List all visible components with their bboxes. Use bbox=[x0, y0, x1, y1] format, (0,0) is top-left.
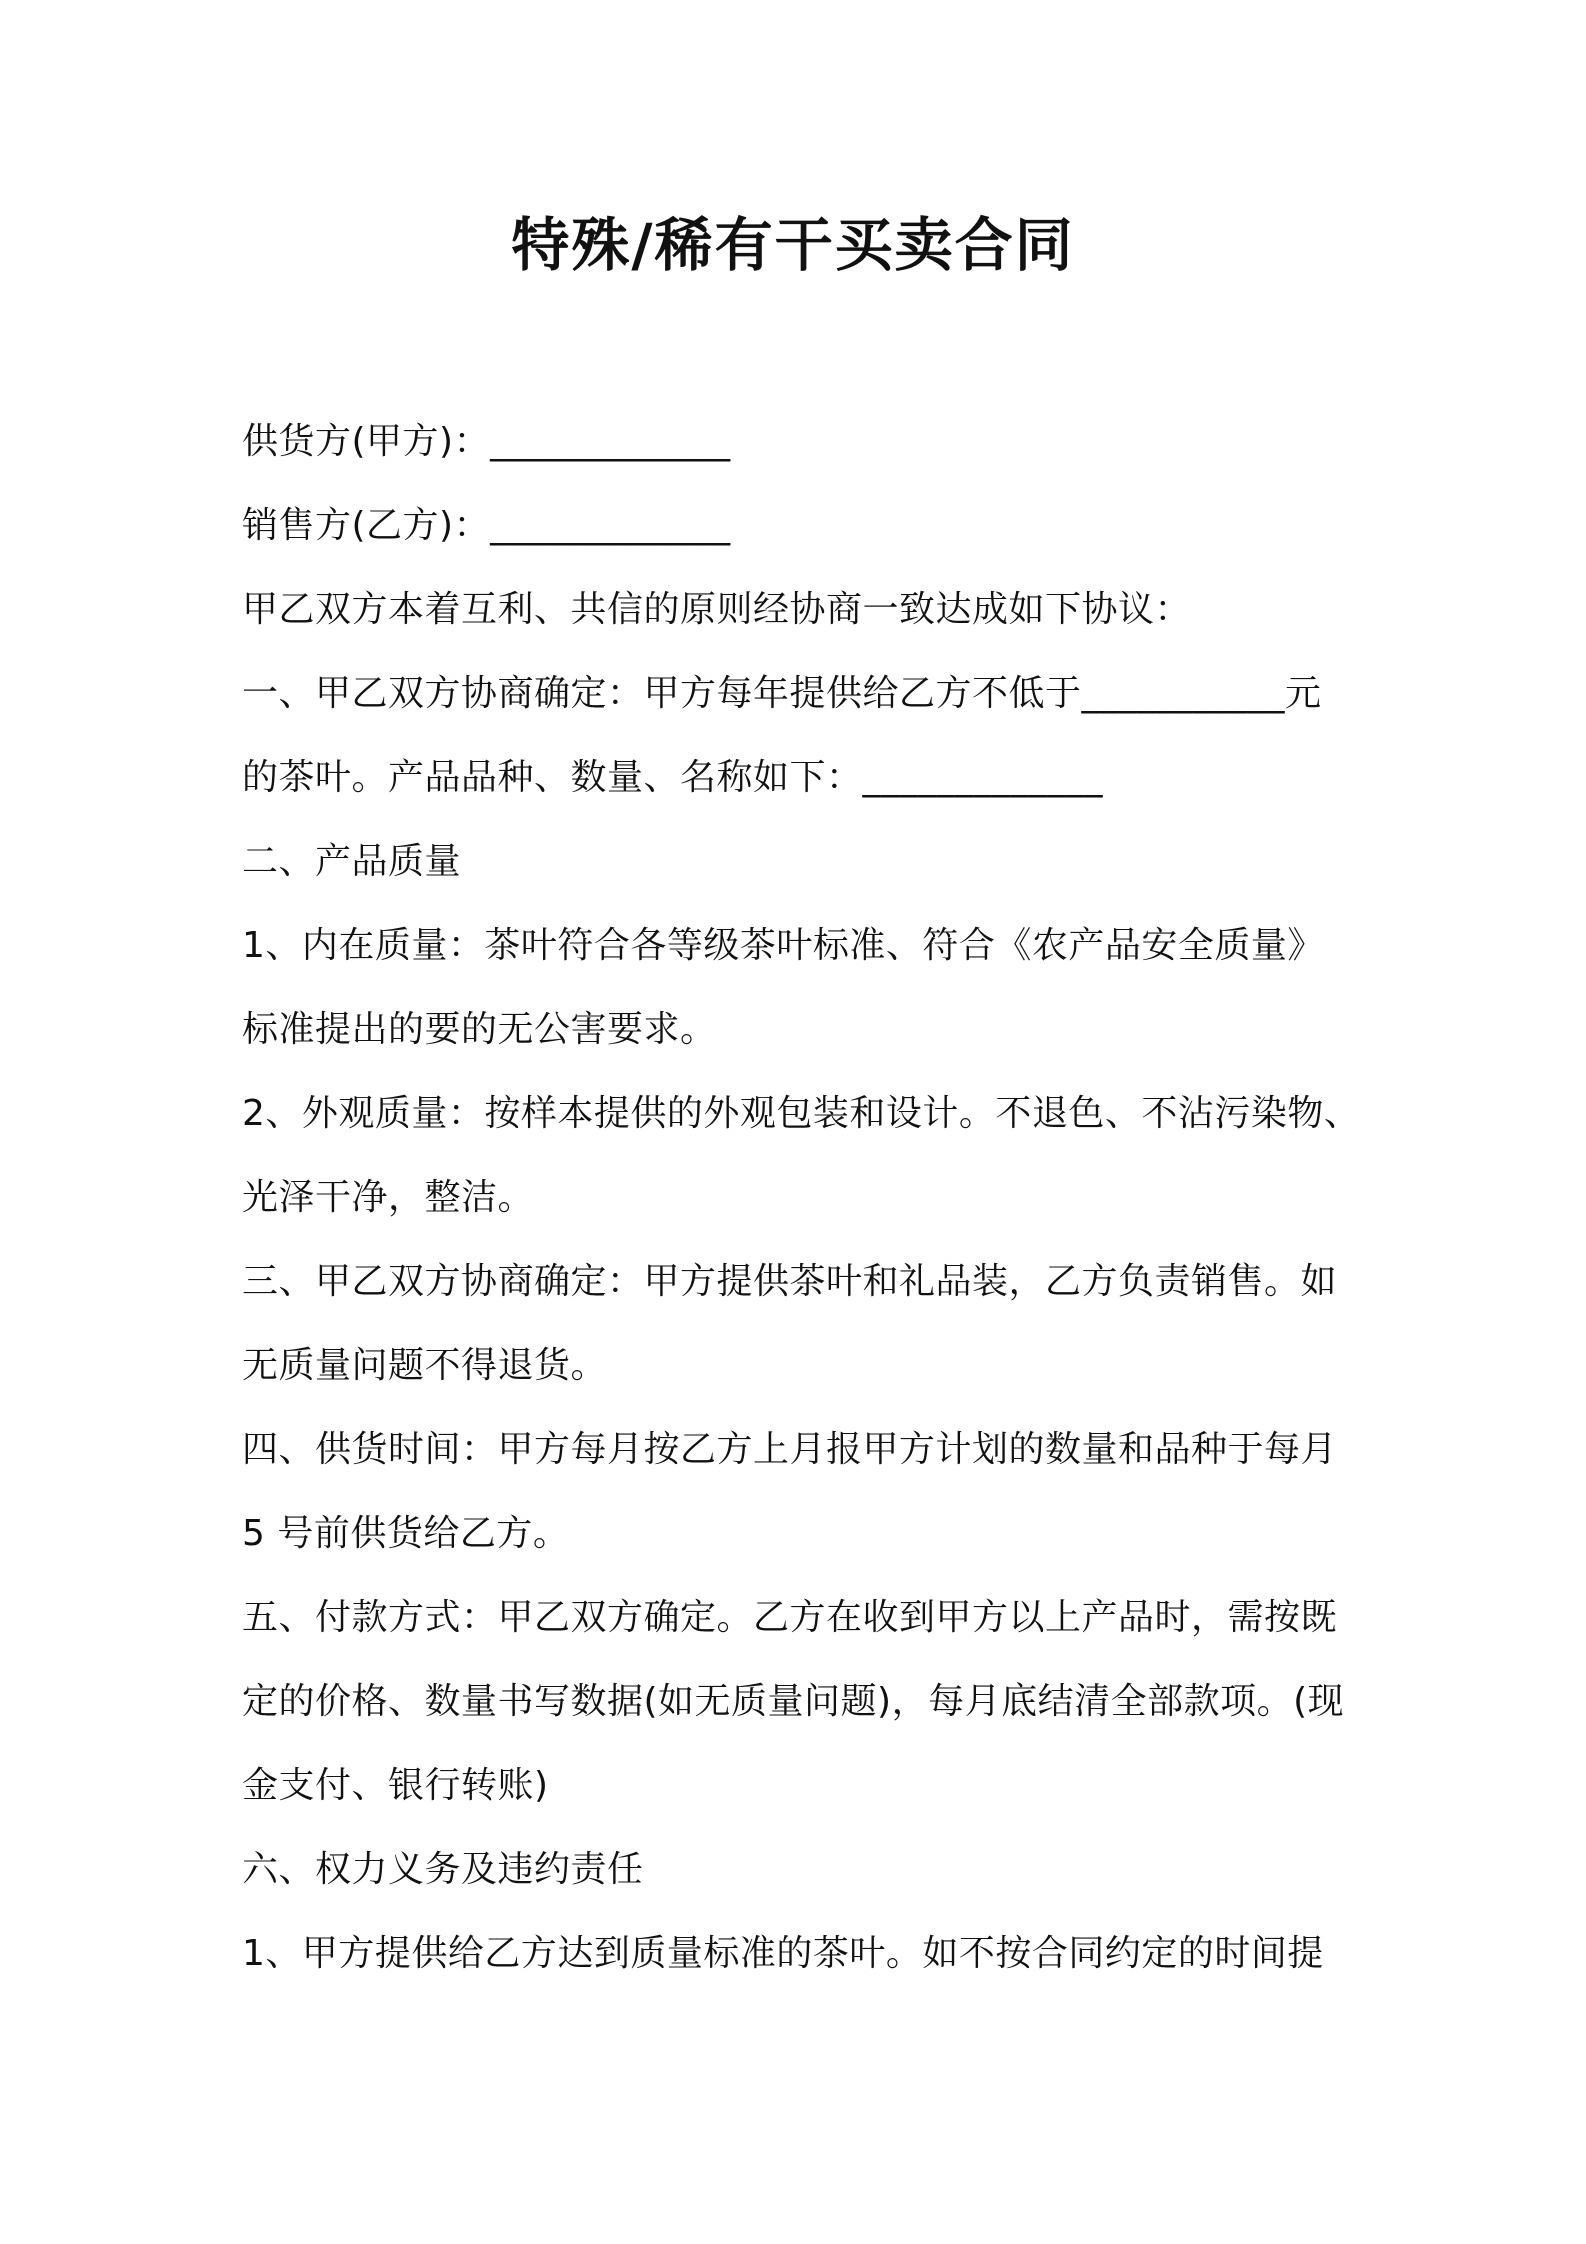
clause-6-item-1-line-1: 1、甲方提供给乙方达到质量标准的茶叶。如不按合同约定的时间提 bbox=[242, 1933, 1324, 1974]
clause-3-line-2: 无质量问题不得退货。 bbox=[242, 1345, 608, 1386]
clause-5-line-2: 定的价格、数量书写数据(如无质量问题)，每月底结清全部款项。(现 bbox=[242, 1681, 1345, 1722]
clause-2-heading: 二、产品质量 bbox=[242, 841, 462, 882]
seller-party-line: 销售方(乙方)：_____________ bbox=[242, 505, 731, 546]
clause-4-line-1: 四、供货时间：甲方每月按乙方上月报甲方计划的数量和品种于每月 bbox=[242, 1429, 1338, 1470]
clause-2-item-2-line-1: 2、外观质量：按样本提供的外观包装和设计。不退色、不沾污染物、 bbox=[242, 1093, 1361, 1134]
clause-2-item-1-line-2: 标准提出的要的无公害要求。 bbox=[242, 1009, 717, 1050]
clause-2-item-1-line-1: 1、内在质量：茶叶符合各等级茶叶标准、符合《农产品安全质量》 bbox=[242, 925, 1324, 966]
clause-3-line-1: 三、甲乙双方协商确定：甲方提供茶叶和礼品装，乙方负责销售。如 bbox=[242, 1261, 1338, 1302]
agreement-intro-line: 甲乙双方本着互利、共信的原则经协商一致达成如下协议： bbox=[242, 589, 1192, 630]
clause-2-item-2-line-2: 光泽干净，整洁。 bbox=[242, 1177, 535, 1218]
clause-5-line-3: 金支付、银行转账) bbox=[242, 1765, 549, 1806]
clause-1-line-2: 的茶叶。产品品种、数量、名称如下：_____________ bbox=[242, 757, 1104, 798]
clause-5-line-1: 五、付款方式：甲乙双方确定。乙方在收到甲方以上产品时，需按既 bbox=[242, 1597, 1338, 1638]
clause-6-heading: 六、权力义务及违约责任 bbox=[242, 1849, 644, 1890]
supplier-party-line: 供货方(甲方)：_____________ bbox=[242, 421, 731, 462]
clause-1-line-1: 一、甲乙双方协商确定：甲方每年提供给乙方不低于___________元 bbox=[242, 673, 1322, 714]
document-body bbox=[242, 400, 1372, 1996]
clause-4-line-2: 5 号前供货给乙方。 bbox=[242, 1513, 570, 1554]
document-title: 特殊/稀有干买卖合同 bbox=[511, 211, 1075, 279]
